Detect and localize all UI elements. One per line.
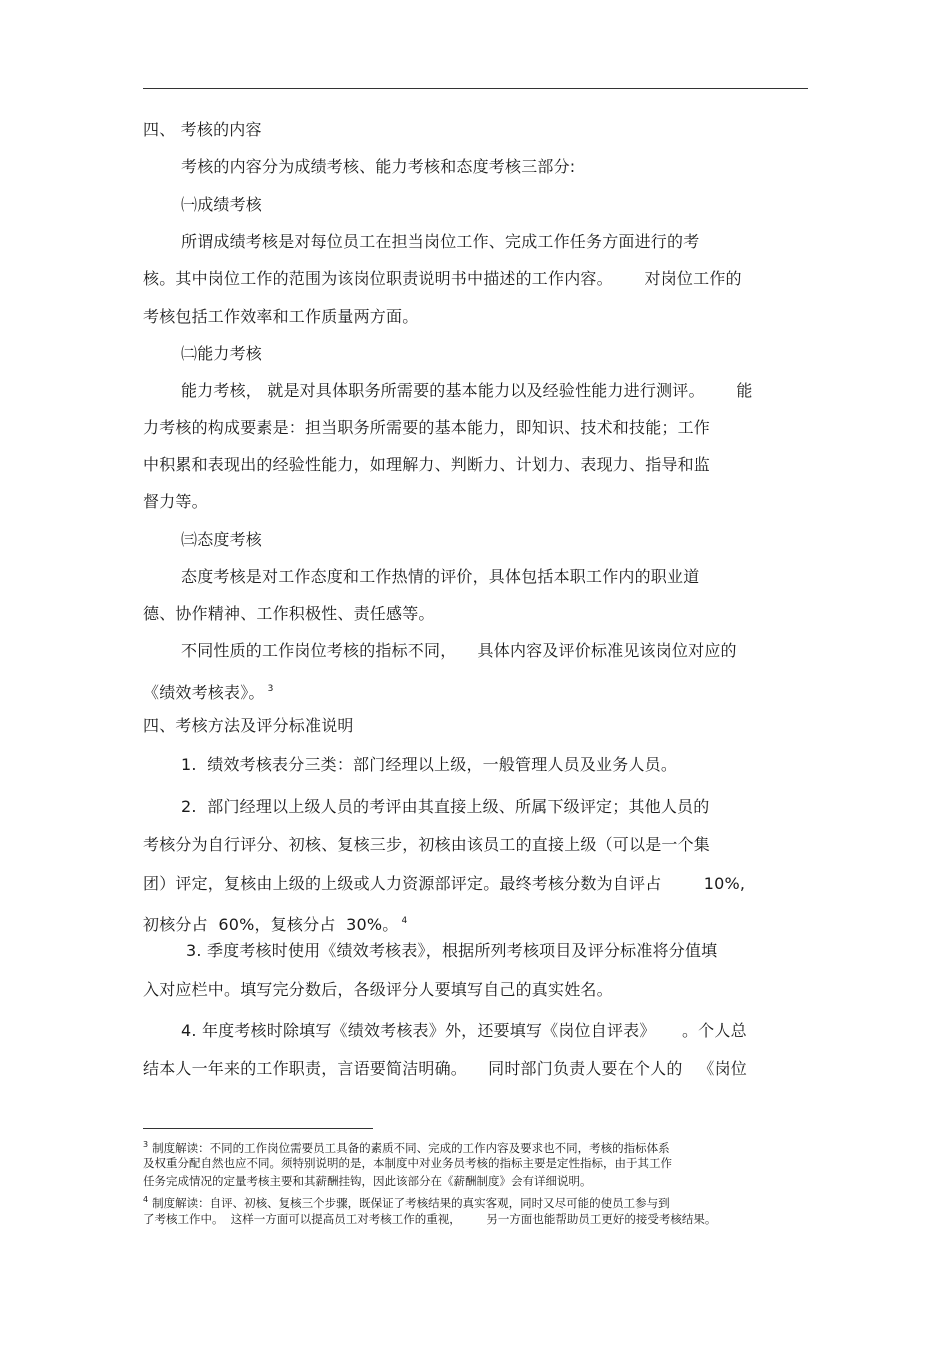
paragraph-line: 德、协作精神、工作积极性、责任感等。 [143, 604, 435, 623]
paragraph-line: 中积累和表现出的经验性能力，如理解力、判断力、计划力、表现力、指导和监 [143, 455, 711, 474]
paragraph-line: 所谓成绩考核是对每位员工在担当岗位工作、完成工作任务方面进行的考 [181, 232, 700, 251]
subsection-heading: ㈢态度考核 [181, 530, 263, 549]
header-rule [143, 88, 808, 89]
list-item: 4. 年度考核时除填写《绩效考核表》外，还要填写《岗位自评表》 。个人总 [181, 1021, 747, 1040]
paragraph-line: 态度考核是对工作态度和工作热情的评价，具体包括本职工作内的职业道 [181, 567, 700, 586]
paragraph-line: 入对应栏中。填写完分数后，各级评分人要填写自己的真实姓名。 [143, 980, 613, 999]
paragraph-line: 结本人一年来的工作职责，言语要简洁明确。 同时部门负责人要在个人的 《岗位 [143, 1059, 748, 1078]
paragraph-line: 初核分占 60%，复核分占 30%。 $^4$ [143, 915, 408, 934]
footnote-mark: 3 [143, 1140, 149, 1149]
list-item: 3. 季度考核时使用《绩效考核表》，根据所列考核项目及评分标准将分值填 [186, 941, 718, 960]
paragraph-line: 《绩效考核表》。 $^3$ [143, 683, 274, 702]
subsection-heading: ㈡能力考核 [181, 344, 263, 363]
footnote-rule [143, 1128, 373, 1129]
paragraph-line: 不同性质的工作岗位考核的指标不同， 具体内容及评价标准见该岗位对应的 [181, 641, 737, 660]
paragraph-line: 核。其中岗位工作的范围为该岗位职责说明书中描述的工作内容。 对岗位工作的 [143, 269, 742, 288]
subsection-heading: ㈠成绩考核 [181, 195, 263, 214]
paragraph-line: 考核包括工作效率和工作质量两方面。 [143, 307, 419, 326]
paragraph-line: 考核分为自行评分、初核、复核三步，初核由该员工的直接上级（可以是一个集 [143, 835, 711, 854]
section-heading: 四、 考核的内容 [143, 120, 262, 139]
footnote-line: 任务完成情况的定量考核主要和其薪酬挂钩，因此该部分在《薪酬制度》会有详细说明。 [143, 1174, 592, 1188]
footnote-mark: 4 [143, 1195, 149, 1204]
footnote-ref: 3 [267, 684, 274, 694]
footnote-line: $^4$ 制度解读：自评、初核、复核三个步骤，既保证了考核结果的真实客观，同时又尽可能的使员工参与到 [143, 1195, 670, 1210]
list-item: 1. 绩效考核表分三类：部门经理以上级，一般管理人员及业务人员。 [181, 755, 678, 774]
footnote-line: 了考核工作中。 这样一方面可以提高员工对考核工作的重视， 另一方面也能帮助员工更好的接受考核结果。 [143, 1212, 717, 1226]
footnote-ref: 4 [401, 916, 408, 926]
footnote-line: 及权重分配自然也应不同。须特别说明的是，本制度中对业务员考核的指标主要是定性指标，由于其工作 [143, 1156, 672, 1170]
paragraph-line: 团）评定，复核由上级的上级或人力资源部评定。最终考核分数为自评占 10%, [143, 874, 746, 893]
paragraph-line: 力考核的构成要素是：担当职务所需要的基本能力，即知识、技术和技能；工作 [143, 418, 711, 437]
paragraph-line: 考核的内容分为成绩考核、能力考核和态度考核三部分: [181, 157, 576, 176]
list-item: 2. 部门经理以上级人员的考评由其直接上级、所属下级评定；其他人员的 [181, 797, 710, 816]
paragraph-line: 督力等。 [143, 492, 208, 511]
footnote-line: $^3$ 制度解读：不同的工作岗位需要员工具备的素质不同、完成的工作内容及要求也不同，考核的指标体系 [143, 1140, 670, 1155]
paragraph-line: 能力考核， 就是对具体职务所需要的基本能力以及经验性能力进行测评。 能 [181, 381, 753, 400]
section-heading: 四、考核方法及评分标准说明 [143, 716, 354, 735]
